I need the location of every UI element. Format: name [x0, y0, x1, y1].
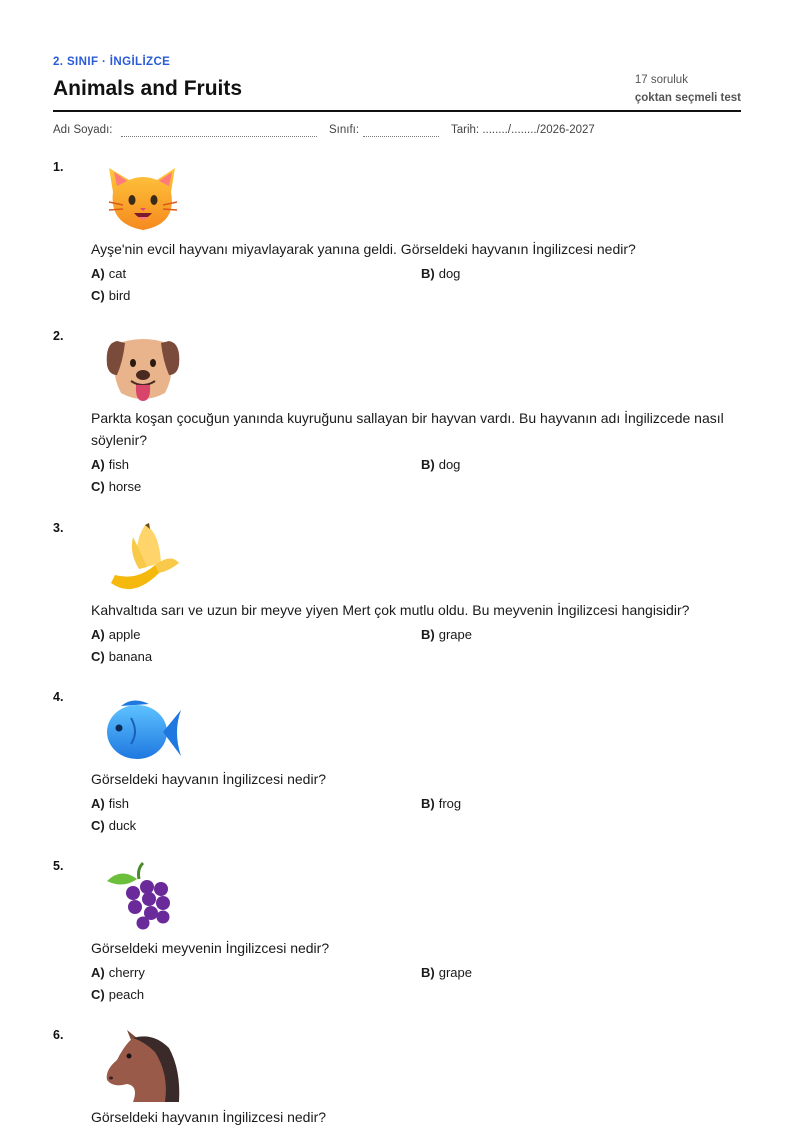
- option-text: fish: [108, 796, 129, 811]
- option-text: banana: [108, 649, 153, 664]
- option-text: cat: [108, 266, 127, 281]
- option-letter: C): [91, 987, 105, 1002]
- option-b[interactable]: [421, 457, 460, 472]
- option-b[interactable]: [421, 266, 460, 281]
- option-c[interactable]: [91, 818, 136, 833]
- option-text: grape: [438, 965, 472, 980]
- option-letter: C): [91, 649, 105, 664]
- grapes-icon: [103, 861, 183, 935]
- option-c[interactable]: [91, 288, 130, 303]
- option-letter: A): [91, 457, 105, 472]
- question-number: 6.: [53, 1028, 64, 1042]
- question-number: 4.: [53, 690, 64, 704]
- question-count: 17 soruluk: [634, 74, 688, 86]
- option-text: dog: [438, 266, 461, 281]
- question-text: Görseldeki meyvenin İngilizcesi nedir?: [91, 940, 330, 956]
- option-b[interactable]: [421, 965, 472, 980]
- test-meta: [635, 71, 741, 107]
- name-field-line[interactable]: [121, 136, 317, 137]
- option-letter: A): [91, 266, 105, 281]
- test-type: çoktan seçmeli test: [634, 92, 741, 104]
- fish-icon: [103, 692, 183, 766]
- question-text: Görseldeki hayvanın İngilizcesi nedir?: [91, 771, 327, 787]
- class-field-line[interactable]: [363, 136, 439, 137]
- option-letter: B): [421, 627, 435, 642]
- option-letter: C): [91, 818, 105, 833]
- cat-face-icon: [103, 162, 183, 236]
- option-letter: B): [421, 457, 435, 472]
- option-text: cherry: [108, 965, 145, 980]
- option-c[interactable]: [91, 649, 152, 664]
- option-text: fish: [108, 457, 129, 472]
- question-number: 1.: [53, 160, 64, 174]
- option-text: horse: [108, 479, 142, 494]
- option-letter: B): [421, 266, 435, 281]
- header-divider: [53, 110, 741, 112]
- option-a[interactable]: [91, 627, 141, 642]
- class-label: Sınıfı:: [329, 124, 360, 136]
- dog-face-icon: [103, 331, 183, 405]
- option-a[interactable]: [91, 796, 129, 811]
- option-text: apple: [108, 627, 141, 642]
- option-text: dog: [438, 457, 461, 472]
- option-text: frog: [438, 796, 462, 811]
- question-number: 2.: [53, 329, 64, 343]
- option-letter: A): [91, 796, 105, 811]
- option-a[interactable]: [91, 266, 126, 281]
- name-label: Adı Soyadı:: [53, 124, 113, 136]
- question-text: Ayşe'nin evcil hayvanı miyavlayarak yanına geldi. Görseldeki hayvanın İngilizcesi nedir?: [91, 241, 636, 257]
- option-text: duck: [108, 818, 137, 833]
- question-text: Görseldeki hayvanın İngilizcesi nedir?: [91, 1109, 327, 1125]
- question-text: Parkta koşan çocuğun yanında kuyruğunu sallayan bir hayvan vardı. Bu hayvanın adı İngilizcede nasıl söylenir?: [91, 410, 724, 448]
- question-number: 3.: [53, 521, 64, 535]
- option-letter: C): [91, 479, 105, 494]
- option-c[interactable]: [91, 987, 144, 1002]
- option-letter: C): [91, 288, 105, 303]
- horse-face-icon: [103, 1030, 183, 1104]
- question-text: Kahvaltıda sarı ve uzun bir meyve yiyen Mert çok mutlu oldu. Bu meyvenin İngilizcesi hangisidir?: [91, 602, 690, 618]
- option-a[interactable]: [91, 457, 129, 472]
- option-letter: A): [91, 965, 105, 980]
- banana-icon: [103, 523, 183, 597]
- subject-label: 2. SINIF · İNGİLİZCE: [53, 56, 171, 68]
- option-c[interactable]: [91, 479, 141, 494]
- option-text: grape: [438, 627, 472, 642]
- option-text: peach: [108, 987, 145, 1002]
- option-a[interactable]: [91, 965, 145, 980]
- option-letter: B): [421, 796, 435, 811]
- option-b[interactable]: [421, 627, 472, 642]
- date-line: Tarih: ......../......../2026-2027: [451, 124, 595, 136]
- option-letter: B): [421, 965, 435, 980]
- option-b[interactable]: [421, 796, 461, 811]
- option-text: bird: [108, 288, 131, 303]
- page-title: Animals and Fruits: [53, 77, 243, 100]
- option-letter: A): [91, 627, 105, 642]
- question-number: 5.: [53, 859, 64, 873]
